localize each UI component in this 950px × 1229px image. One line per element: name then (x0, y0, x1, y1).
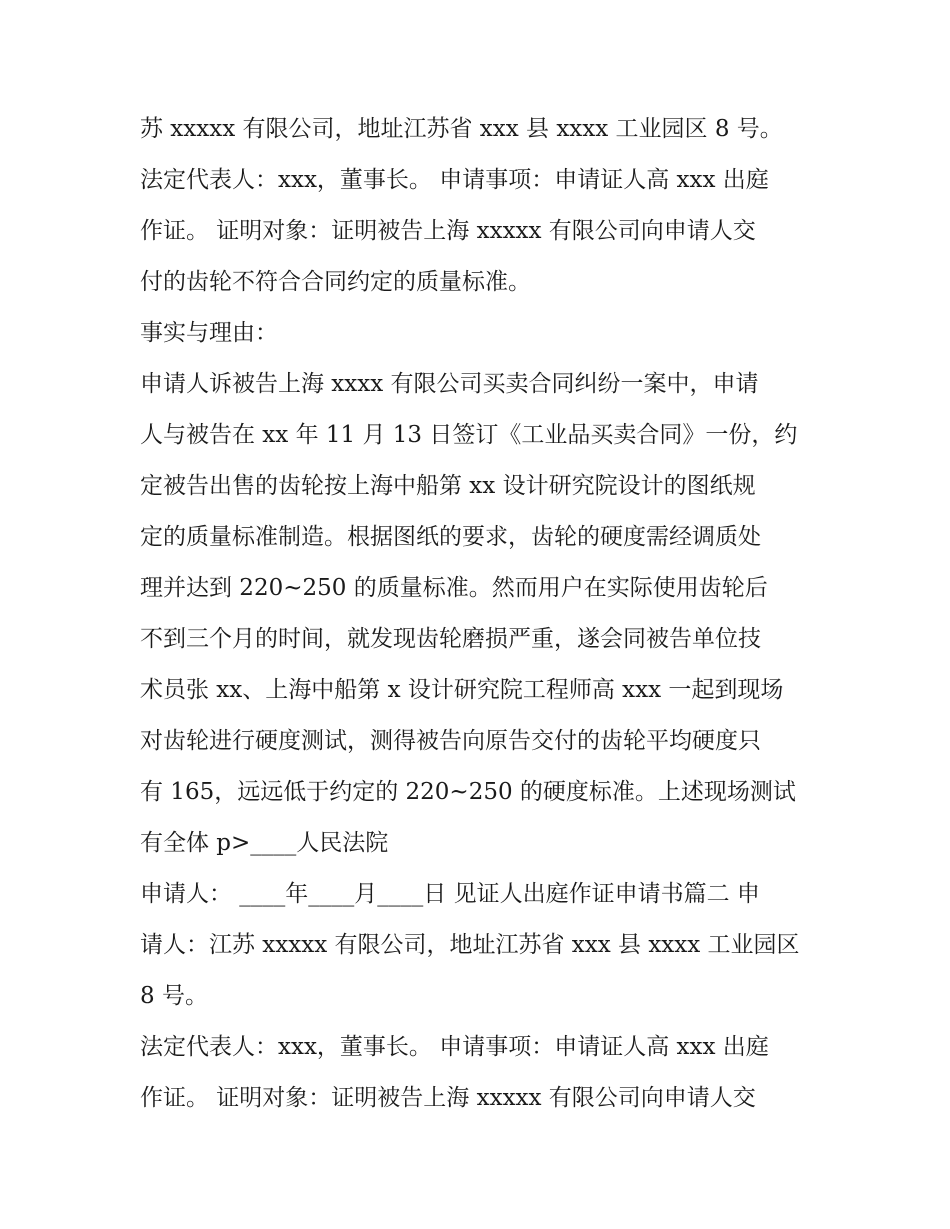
section-heading: 事实与理由： (140, 320, 278, 346)
body-line: 人与被告在 xx 年 11 月 13 日签订《工业品买卖合同》一份，约 (140, 422, 798, 448)
body-line: 有全体 p>____人民法院 (140, 830, 389, 856)
body-line: 定的质量标准制造。根据图纸的要求，齿轮的硬度需经调质处 (140, 524, 761, 550)
body-line: 术员张 xx、上海中船第 x 设计研究院工程师高 xxx 一起到现场 (140, 677, 784, 703)
body-line: 请人：江苏 xxxxx 有限公司，地址江苏省 xxx 县 xxxx 工业园区 (140, 932, 800, 958)
document-body (140, 104, 820, 1124)
body-line: 法定代表人：xxx，董事长。 申请事项：申请证人高 xxx 出庭 (140, 1034, 769, 1060)
body-line: 作证。 证明对象：证明被告上海 xxxxx 有限公司向申请人交 (140, 1085, 756, 1111)
body-line: 理并达到 220~250 的质量标准。然而用户在实际使用齿轮后 (140, 575, 768, 601)
body-line: 有 165，远远低于约定的 220~250 的硬度标准。上述现场测试 (140, 779, 796, 805)
body-line: 付的齿轮不符合合同约定的质量标准。 (140, 269, 531, 295)
body-line: 8 号。 (140, 983, 208, 1009)
body-line: 法定代表人：xxx，董事长。 申请事项：申请证人高 xxx 出庭 (140, 167, 769, 193)
body-line: 对齿轮进行硬度测试，测得被告向原告交付的齿轮平均硬度只 (140, 728, 761, 754)
body-line: 申请人诉被告上海 xxxx 有限公司买卖合同纠纷一案中，申请 (140, 371, 759, 397)
body-line: 作证。 证明对象：证明被告上海 xxxxx 有限公司向申请人交 (140, 218, 756, 244)
body-line: 不到三个月的时间，就发现齿轮磨损严重，遂会同被告单位技 (140, 626, 761, 652)
body-line: 申请人： ____年____月____日 见证人出庭作证申请书篇二 申 (140, 881, 760, 907)
body-line: 苏 xxxxx 有限公司，地址江苏省 xxx 县 xxxx 工业园区 8 号。 (140, 116, 783, 142)
body-line: 定被告出售的齿轮按上海中船第 xx 设计研究院设计的图纸规 (140, 473, 756, 499)
